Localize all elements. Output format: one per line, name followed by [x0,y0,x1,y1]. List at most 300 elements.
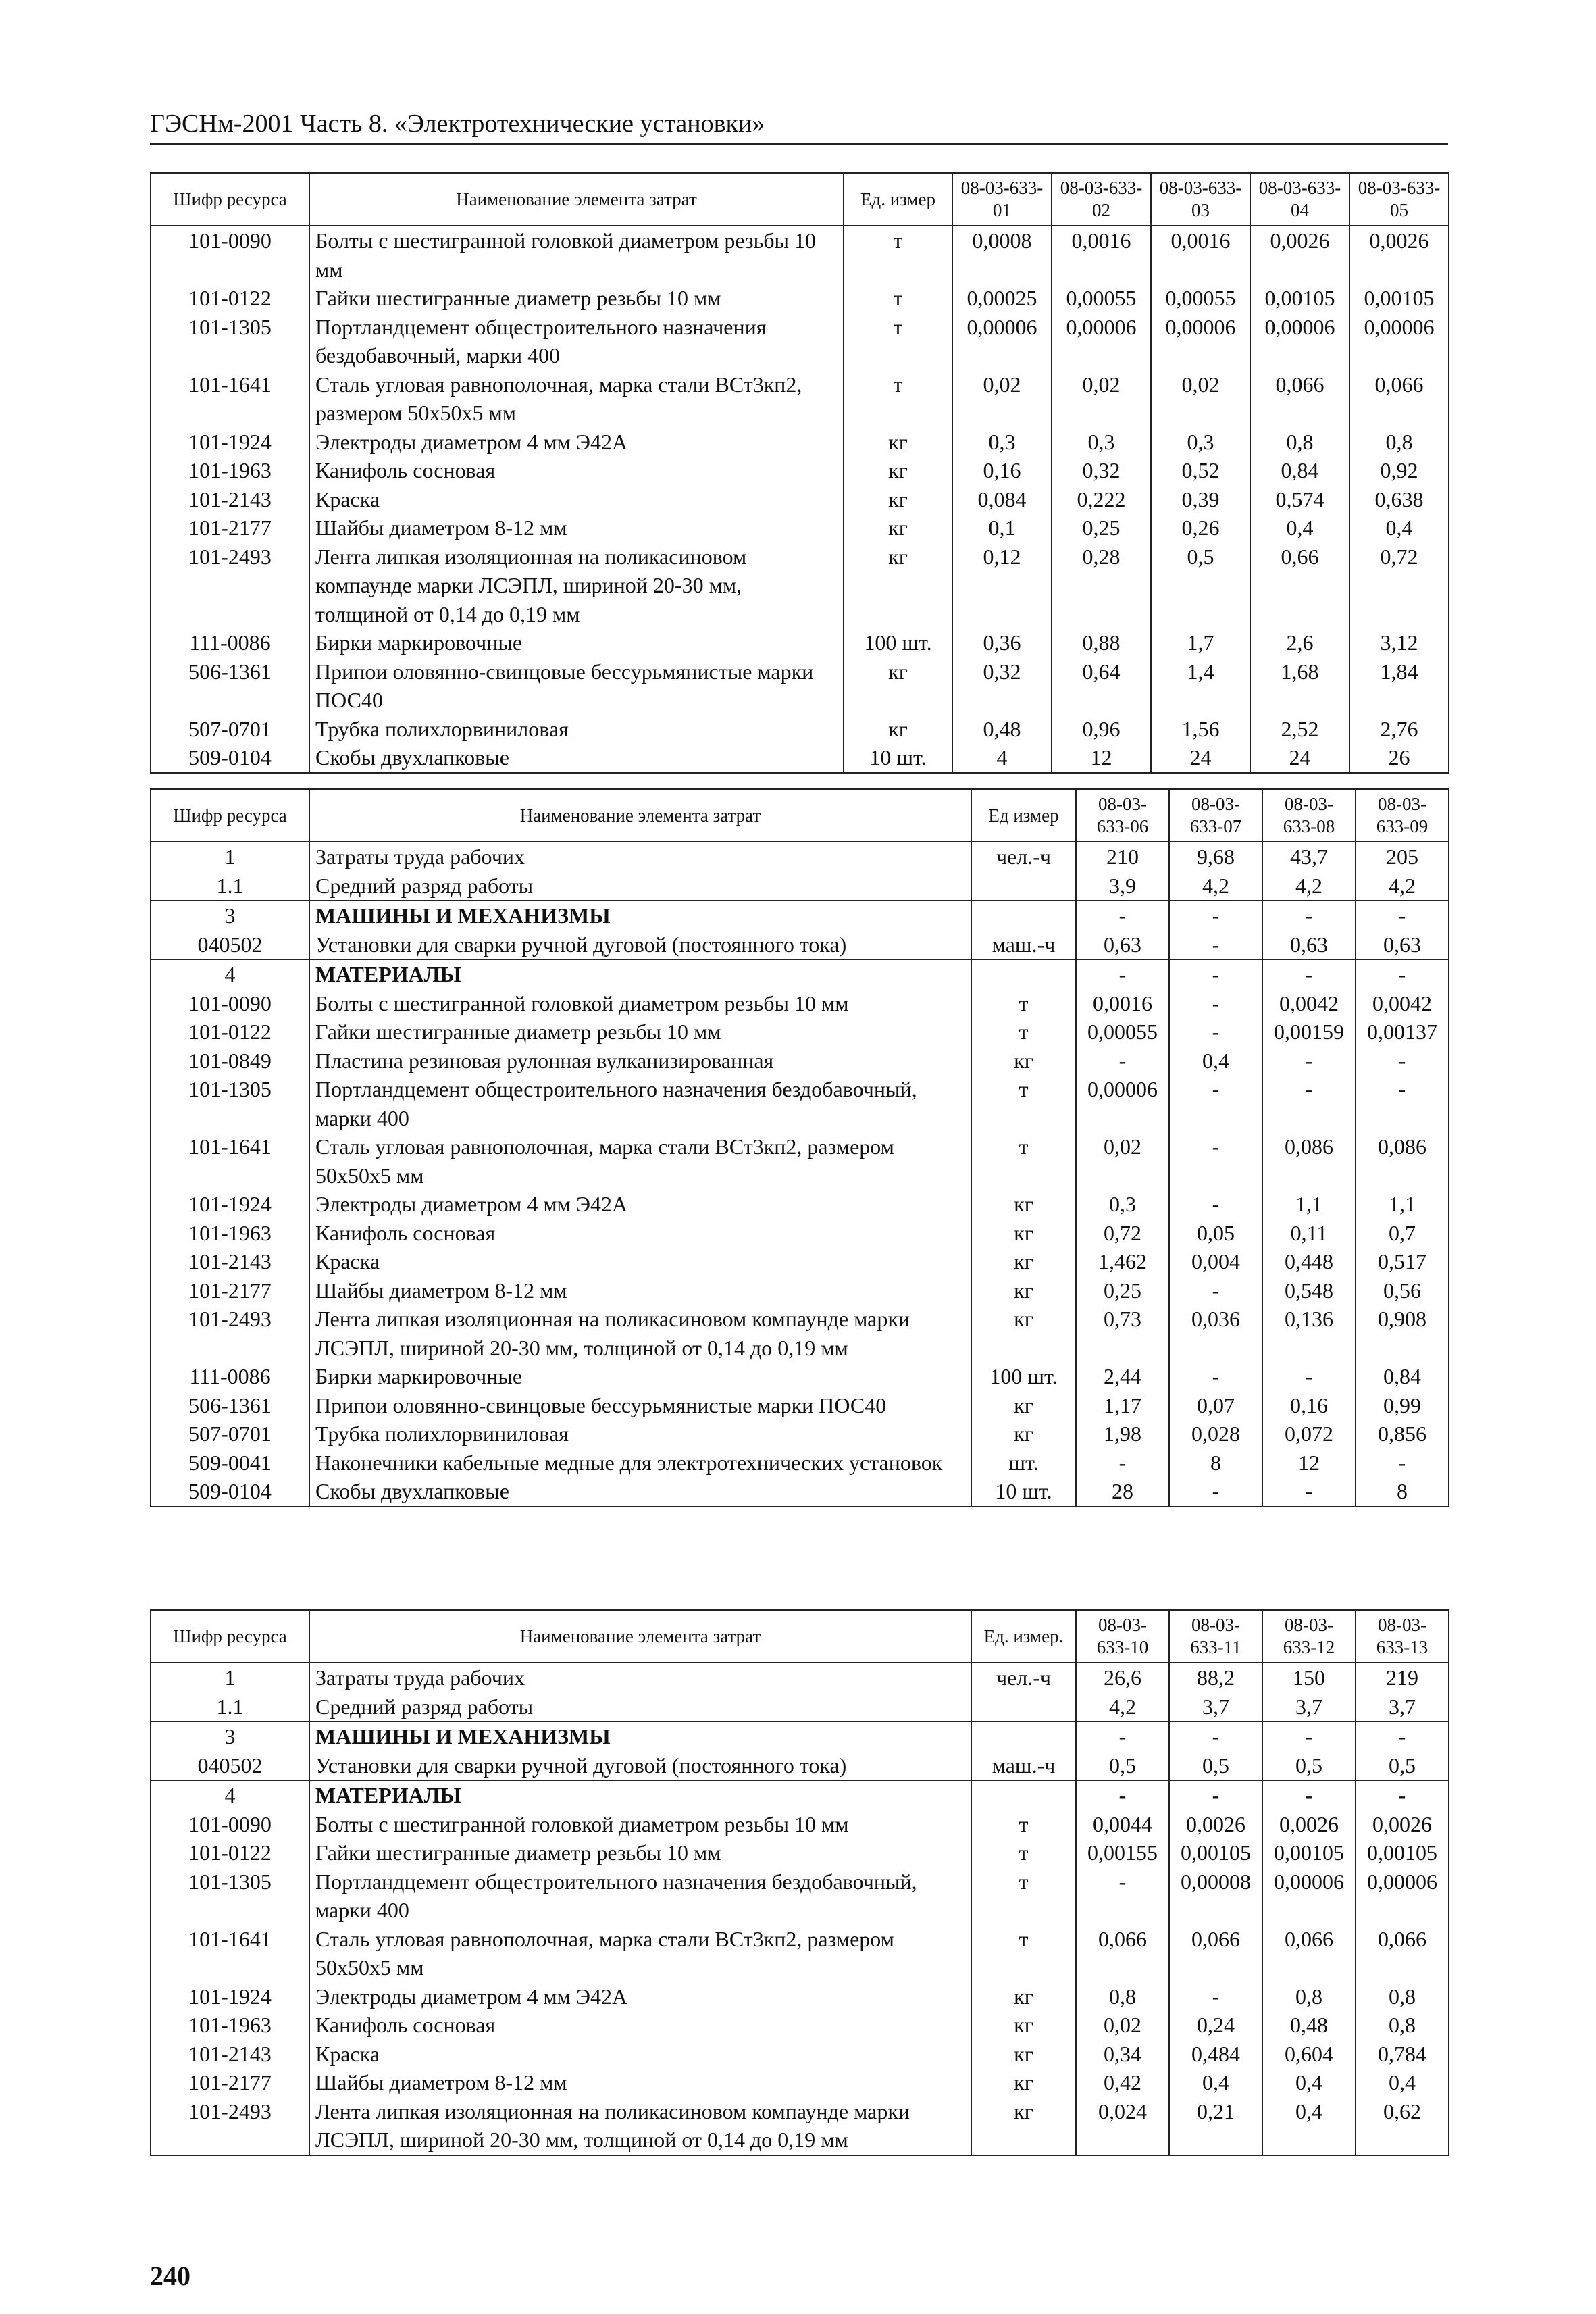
value-cell: - [1076,1867,1169,1925]
resource-code-cell: 101-0090 [151,226,309,284]
table-row [151,1721,1449,1751]
value-cell: 210 [1076,842,1169,872]
element-name-cell: Наконечники кабельные медные для электротехнических установок [309,1449,971,1478]
unit-cell: т [844,226,952,284]
resource-code-cell: 101-1963 [151,2011,309,2040]
unit-cell: т [971,1838,1076,1867]
value-cell: 0,00105 [1349,284,1449,313]
table-row [151,657,1449,715]
value-cell: 26,6 [1076,1663,1169,1692]
value-cell: 24 [1250,743,1349,773]
unit-cell: кг [971,2068,1076,2097]
element-name-cell: Гайки шестигранные диаметр резьбы 10 мм [309,1017,971,1047]
element-name-cell: Канифоль сосновая [309,456,844,485]
element-name-cell: Затраты труда рабочих [309,842,971,872]
element-name-cell: Гайки шестигранные диаметр резьбы 10 мм [309,1838,971,1867]
table-row [151,1305,1449,1362]
value-cell: 0,36 [952,628,1052,657]
value-cell: 0,072 [1262,1419,1356,1449]
value-cell: 0,0042 [1262,989,1356,1018]
value-cell: 1,462 [1076,1247,1169,1276]
value-cell: 0,0026 [1356,1810,1449,1839]
element-name-cell: Краска [309,2040,971,2069]
element-name-cell: Портландцемент общестроительного назначения бездобавочный, марки 400 [309,1867,971,1925]
table-row [151,226,1449,284]
unit-cell: т [971,1017,1076,1047]
value-cell: 0,21 [1169,2097,1262,2155]
resource-code-cell: 101-2493 [151,2097,309,2155]
column-header: 08-03-633-04 [1250,173,1349,226]
element-name-cell: Сталь угловая равнополочная, марка стали ВСт3кп2, размером 50х50х5 мм [309,1925,971,1982]
table-row [151,1276,1449,1305]
value-cell: 0,066 [1076,1925,1169,1982]
value-cell: 0,3 [1151,428,1250,457]
value-cell: 0,908 [1356,1305,1449,1362]
value-cell: 0,12 [952,543,1052,629]
resource-code-cell: 101-1641 [151,1925,309,1982]
value-cell: - [1169,1132,1262,1190]
resource-code-cell: 101-2177 [151,1276,309,1305]
value-cell: 0,00137 [1356,1017,1449,1047]
unit-cell: 10 шт. [971,1477,1076,1507]
value-cell: 0,56 [1356,1276,1449,1305]
value-cell: 0,00006 [1250,313,1349,370]
value-cell: 3,7 [1169,1692,1262,1722]
unit-cell: кг [844,657,952,715]
column-header: 08-03-633-06 [1076,789,1169,842]
value-cell: 0,00006 [1349,313,1449,370]
value-cell: 0,517 [1356,1247,1449,1276]
value-cell: 0,05 [1169,1219,1262,1248]
page-number: 240 [150,2261,190,2291]
value-cell: - [1356,1780,1449,1810]
value-cell: 0,63 [1076,930,1169,960]
resource-code-cell: 509-0104 [151,743,309,773]
value-cell: 0,8 [1356,1982,1449,2011]
column-header: 08-03-633-12 [1262,1610,1356,1663]
column-header: 08-03-633-09 [1356,789,1449,842]
resource-code-cell: 506-1361 [151,1391,309,1420]
value-cell: 0,92 [1349,456,1449,485]
element-name-cell: Электроды диаметром 4 мм Э42А [309,428,844,457]
value-cell: - [1169,1982,1262,2011]
column-header: 08-03-633-07 [1169,789,1262,842]
resource-code-cell: 101-1305 [151,1075,309,1132]
value-cell: 43,7 [1262,842,1356,872]
resource-code-cell: 3 [151,1721,309,1751]
table-row [151,284,1449,313]
page-header: ГЭСНм-2001 Часть 8. «Электротехнические установки» [150,107,1448,145]
value-cell: 0,02 [1151,370,1250,428]
table-row [151,959,1449,989]
value-cell: 0,96 [1052,715,1151,744]
value-cell: 219 [1356,1663,1449,1692]
column-header: 08-03-633-02 [1052,173,1151,226]
value-cell: 2,52 [1250,715,1349,744]
value-cell: 1,98 [1076,1419,1169,1449]
unit-cell: т [971,1132,1076,1190]
value-cell: 4,2 [1169,872,1262,901]
element-name-cell: Лента липкая изоляционная на поликасиновом компаунде марки ЛСЭПЛ, шириной 20-30 мм, толщиной от 0,14 до 0,19 мм [309,543,844,629]
table-row [151,1751,1449,1781]
element-name-cell: Затраты труда рабочих [309,1663,971,1692]
value-cell: 0,7 [1356,1219,1449,1248]
value-cell: 24 [1151,743,1250,773]
table-row [151,543,1449,629]
value-cell: 0,00155 [1076,1838,1169,1867]
value-cell: 0,5 [1151,543,1250,629]
table-row [151,872,1449,901]
resource-code-cell: 1.1 [151,872,309,901]
resource-code-cell: 1.1 [151,1692,309,1722]
unit-cell: кг [971,1419,1076,1449]
element-name-cell: Лента липкая изоляционная на поликасиновом компаунде марки ЛСЭПЛ, шириной 20-30 мм, толщиной от 0,14 до 0,19 мм [309,2097,971,2155]
element-name-cell: Электроды диаметром 4 мм Э42А [309,1982,971,2011]
value-cell: 0,11 [1262,1219,1356,1248]
table-header-row [151,789,1449,842]
value-cell: 0,0026 [1169,1810,1262,1839]
value-cell: 0,548 [1262,1276,1356,1305]
unit-cell: 100 шт. [971,1362,1076,1391]
resource-table-1 [150,172,1449,774]
table-row [151,901,1449,930]
value-cell: 0,4 [1169,2068,1262,2097]
value-cell: 0,028 [1169,1419,1262,1449]
resource-code-cell: 101-2493 [151,543,309,629]
value-cell: 0,00006 [1076,1075,1169,1132]
value-cell: - [1169,901,1262,930]
unit-cell: кг [971,1305,1076,1362]
value-cell: 0,0026 [1250,226,1349,284]
resource-code-cell: 507-0701 [151,715,309,744]
table-row [151,370,1449,428]
value-cell: 0,32 [1052,456,1151,485]
table-row [151,2097,1449,2155]
value-cell: 0,42 [1076,2068,1169,2097]
value-cell: 0,0016 [1052,226,1151,284]
resource-code-cell: 101-1641 [151,1132,309,1190]
value-cell: 0,4 [1349,513,1449,543]
value-cell: 2,76 [1349,715,1449,744]
element-name-cell: Лента липкая изоляционная на поликасиновом компаунде марки ЛСЭПЛ, шириной 20-30 мм, толщиной от 0,14 до 0,19 мм [309,1305,971,1362]
element-name-cell: Припои оловянно-свинцовые бессурьмянистые марки ПОС40 [309,1391,971,1420]
element-name-cell: Бирки маркировочные [309,628,844,657]
table-row [151,1391,1449,1420]
element-name-cell: Пластина резиновая рулонная вулканизированная [309,1047,971,1076]
unit-cell [971,959,1076,989]
table-row [151,2068,1449,2097]
element-name-cell: Скобы двухлапковые [309,1477,971,1507]
unit-cell: кг [844,428,952,457]
value-cell: 0,34 [1076,2040,1169,2069]
value-cell: 0,99 [1356,1391,1449,1420]
resource-code-cell: 101-1924 [151,428,309,457]
value-cell: 0,62 [1356,2097,1449,2155]
unit-cell: кг [844,715,952,744]
table-row [151,513,1449,543]
value-cell: 0,086 [1356,1132,1449,1190]
value-cell: - [1169,1477,1262,1507]
table-row [151,1075,1449,1132]
value-cell: 0,8 [1250,428,1349,457]
value-cell: 0,00105 [1262,1838,1356,1867]
value-cell: - [1169,1362,1262,1391]
value-cell: 1,17 [1076,1391,1169,1420]
value-cell: 1,56 [1151,715,1250,744]
value-cell: 3,9 [1076,872,1169,901]
unit-cell: т [971,989,1076,1018]
column-header: Ед. измер [844,173,952,226]
table-row [151,456,1449,485]
value-cell: - [1356,959,1449,989]
resource-code-cell: 101-1305 [151,1867,309,1925]
element-name-cell: МАШИНЫ И МЕХАНИЗМЫ [309,901,971,930]
table-row [151,1663,1449,1692]
column-header: 08-03-633-01 [952,173,1052,226]
table-row [151,1477,1449,1507]
column-header: Шифр ресурса [151,173,309,226]
resource-code-cell: 509-0104 [151,1477,309,1507]
value-cell: - [1262,1477,1356,1507]
resource-table-3 [150,1609,1449,2156]
resource-code-cell: 101-1641 [151,370,309,428]
value-cell: 0,07 [1169,1391,1262,1420]
unit-cell: кг [971,1247,1076,1276]
value-cell: 0,1 [952,513,1052,543]
element-name-cell: Портландцемент общестроительного назначения бездобавочный, марки 400 [309,313,844,370]
element-name-cell: Шайбы диаметром 8-12 мм [309,513,844,543]
element-name-cell: Портландцемент общестроительного назначения бездобавочный, марки 400 [309,1075,971,1132]
value-cell: 0,448 [1262,1247,1356,1276]
value-cell: 0,16 [952,456,1052,485]
unit-cell: 10 шт. [844,743,952,773]
resource-code-cell: 1 [151,1663,309,1692]
element-name-cell: Электроды диаметром 4 мм Э42А [309,1190,971,1219]
value-cell: 0,3 [1052,428,1151,457]
table-row [151,1780,1449,1810]
table-row [151,1247,1449,1276]
element-name-cell: МАТЕРИАЛЫ [309,1780,971,1810]
value-cell: 0,604 [1262,2040,1356,2069]
value-cell: 0,32 [952,657,1052,715]
value-cell: 0,00055 [1052,284,1151,313]
value-cell: 4,2 [1076,1692,1169,1722]
value-cell: - [1262,1362,1356,1391]
table-header-row [151,1610,1449,1663]
value-cell: 0,5 [1169,1751,1262,1781]
table-row [151,313,1449,370]
table-row [151,1692,1449,1722]
value-cell: 0,24 [1169,2011,1262,2040]
value-cell: 0,48 [952,715,1052,744]
value-cell: - [1356,1047,1449,1076]
unit-cell: кг [971,1982,1076,2011]
value-cell: - [1076,1047,1169,1076]
value-cell: 4,2 [1262,872,1356,901]
value-cell: 4 [952,743,1052,773]
element-name-cell: Установки для сварки ручной дуговой (постоянного тока) [309,1751,971,1781]
value-cell: - [1169,1721,1262,1751]
unit-cell: кг [844,485,952,514]
value-cell: 0,00006 [1151,313,1250,370]
unit-cell: кг [971,1276,1076,1305]
value-cell: 0,39 [1151,485,1250,514]
unit-cell: кг [844,456,952,485]
value-cell: - [1262,959,1356,989]
table-row [151,715,1449,744]
column-header: 08-03-633-08 [1262,789,1356,842]
resource-code-cell: 101-0122 [151,1017,309,1047]
unit-cell: т [971,1867,1076,1925]
value-cell: 4,2 [1356,872,1449,901]
table-row [151,1838,1449,1867]
value-cell: 0,5 [1356,1751,1449,1781]
unit-cell: чел.-ч [971,1663,1076,1692]
unit-cell: чел.-ч [971,842,1076,872]
unit-cell: кг [971,1219,1076,1248]
value-cell: - [1076,1721,1169,1751]
table-row [151,485,1449,514]
resource-code-cell: 101-1963 [151,456,309,485]
table-row [151,1982,1449,2011]
element-name-cell: Канифоль сосновая [309,2011,971,2040]
value-cell: 0,8 [1349,428,1449,457]
value-cell: 0,004 [1169,1247,1262,1276]
value-cell: 88,2 [1169,1663,1262,1692]
value-cell: - [1076,1449,1169,1478]
value-cell: 0,00105 [1250,284,1349,313]
table-row [151,1810,1449,1839]
value-cell: 0,856 [1356,1419,1449,1449]
unit-cell [971,1692,1076,1722]
value-cell: 2,44 [1076,1362,1169,1391]
value-cell: 3,12 [1349,628,1449,657]
column-header: Наименование элемента затрат [309,173,844,226]
value-cell: 3,7 [1262,1692,1356,1722]
value-cell: - [1356,901,1449,930]
value-cell: 0,02 [952,370,1052,428]
value-cell: 0,00006 [952,313,1052,370]
resource-code-cell: 101-0090 [151,989,309,1018]
value-cell: 0,00105 [1356,1838,1449,1867]
resource-code-cell: 101-2177 [151,513,309,543]
value-cell: 0,3 [1076,1190,1169,1219]
value-cell: - [1169,989,1262,1018]
unit-cell [971,1721,1076,1751]
value-cell: - [1169,1017,1262,1047]
value-cell: 0,784 [1356,2040,1449,2069]
table-row [151,1219,1449,1248]
element-name-cell: Краска [309,485,844,514]
value-cell: 0,00006 [1052,313,1151,370]
resource-code-cell: 101-0122 [151,284,309,313]
value-cell: - [1169,1190,1262,1219]
table-row [151,428,1449,457]
resource-code-cell: 4 [151,959,309,989]
value-cell: 0,574 [1250,485,1349,514]
column-header: Наименование элемента затрат [309,1610,971,1663]
resource-code-cell: 101-0090 [151,1810,309,1839]
column-header: Шифр ресурса [151,789,309,842]
value-cell: 0,84 [1356,1362,1449,1391]
value-cell: 1,84 [1349,657,1449,715]
unit-cell: кг [971,1391,1076,1420]
resource-code-cell: 4 [151,1780,309,1810]
element-name-cell: Припои оловянно-свинцовые бессурьмянистые марки ПОС40 [309,657,844,715]
resource-code-cell: 507-0701 [151,1419,309,1449]
unit-cell: маш.-ч [971,1751,1076,1781]
resource-code-cell: 506-1361 [151,657,309,715]
value-cell: 0,88 [1052,628,1151,657]
resource-code-cell: 101-2493 [151,1305,309,1362]
value-cell: 0,02 [1076,2011,1169,2040]
value-cell: 150 [1262,1663,1356,1692]
resource-code-cell: 101-2143 [151,2040,309,2069]
column-header: Ед. измер. [971,1610,1076,1663]
resource-code-cell: 509-0041 [151,1449,309,1478]
value-cell: 0,484 [1169,2040,1262,2069]
table-row [151,1190,1449,1219]
element-name-cell: Установки для сварки ручной дуговой (постоянного тока) [309,930,971,960]
value-cell: - [1169,930,1262,960]
value-cell: 0,066 [1250,370,1349,428]
column-header: 08-03-633-11 [1169,1610,1262,1663]
table-row [151,1867,1449,1925]
resource-code-cell: 101-2177 [151,2068,309,2097]
table-row [151,1362,1449,1391]
value-cell: 0,26 [1151,513,1250,543]
value-cell: 0,066 [1356,1925,1449,1982]
resource-code-cell: 101-1924 [151,1982,309,2011]
element-name-cell: МАШИНЫ И МЕХАНИЗМЫ [309,1721,971,1751]
column-header: 08-03-633-03 [1151,173,1250,226]
value-cell: 0,25 [1052,513,1151,543]
value-cell: - [1169,1780,1262,1810]
resource-code-cell: 101-2143 [151,485,309,514]
value-cell: 0,00159 [1262,1017,1356,1047]
value-cell: - [1356,1721,1449,1751]
column-header: Ед измер [971,789,1076,842]
unit-cell: 100 шт. [844,628,952,657]
element-name-cell: Трубка полихлорвиниловая [309,715,844,744]
column-header: 08-03-633-10 [1076,1610,1169,1663]
value-cell: 0,84 [1250,456,1349,485]
resource-code-cell: 101-0849 [151,1047,309,1076]
value-cell: 2,6 [1250,628,1349,657]
unit-cell: кг [971,2011,1076,2040]
value-cell: 0,63 [1356,930,1449,960]
resource-code-cell: 1 [151,842,309,872]
unit-cell: т [844,313,952,370]
element-name-cell: Болты с шестигранной головкой диаметром резьбы 10 мм [309,989,971,1018]
value-cell: 8 [1169,1449,1262,1478]
unit-cell: шт. [971,1449,1076,1478]
value-cell: 28 [1076,1477,1169,1507]
table-row [151,1017,1449,1047]
value-cell: 0,02 [1076,1132,1169,1190]
column-header: 08-03-633-05 [1349,173,1449,226]
resource-table-2 [150,788,1449,1507]
value-cell: 0,52 [1151,456,1250,485]
table-row [151,1419,1449,1449]
value-cell: - [1169,1075,1262,1132]
table-row [151,989,1449,1018]
unit-cell: кг [971,1047,1076,1076]
resource-code-cell: 101-0122 [151,1838,309,1867]
resource-code-cell: 101-1305 [151,313,309,370]
value-cell: 0,222 [1052,485,1151,514]
value-cell: 0,72 [1076,1219,1169,1248]
